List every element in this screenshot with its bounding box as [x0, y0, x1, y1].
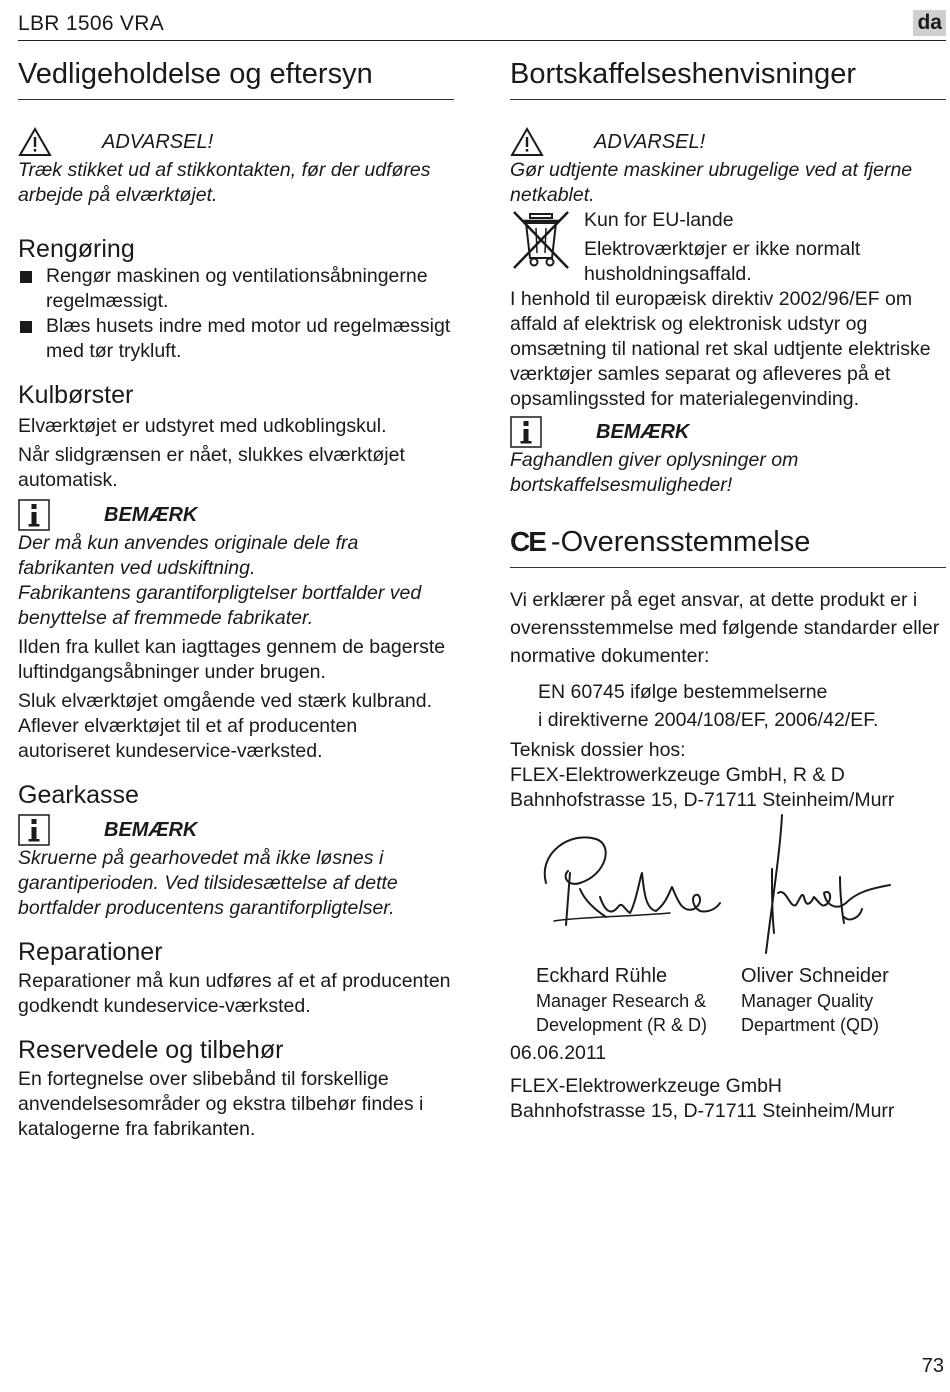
- signature-date: 06.06.2011: [510, 1042, 607, 1064]
- signer-role: Manager Research &: [536, 991, 707, 1011]
- warning-triangle-icon: [18, 127, 52, 157]
- directive-text: I henhold til europæisk direktiv 2002/96/EF om affald af elektrisk og elektronisk udstyr og omsætning til national ret skal udtjente elektriske værktøjer samles separat og afleveres på et opsamlingssted for materialegenvinding.: [510, 288, 931, 410]
- note-label: BEMÆRK: [104, 503, 198, 526]
- warning-heading: [18, 126, 454, 158]
- note-text: Der må kun anvendes originale dele fra fabrikanten ved udskiftning.: [18, 532, 359, 579]
- model-name: LBR 1506 VRA: [18, 12, 165, 35]
- signer-role: Development (R & D): [536, 1015, 708, 1035]
- signer-rühle: [536, 963, 741, 1037]
- dossier-address: Bahnhofstrasse 15, D-71711 Steinheim/Murr: [510, 789, 895, 811]
- list-item: Rengør maskinen og ventilationsåbningerne regelmæssigt.: [18, 264, 454, 314]
- note-text: Skruerne på gearhovedet må ikke løsnes i garantiperioden. Ved tilsidesættelse af dette bortfalder producentens garantiforpligtelser.: [18, 847, 398, 919]
- handwritten-signatures: [510, 813, 946, 963]
- info-icon: [510, 416, 542, 448]
- note-heading: [18, 814, 454, 846]
- note-text: Faghandlen giver oplysninger om bortskaffelsesmuligheder!: [510, 449, 799, 496]
- warning-triangle-icon: [510, 127, 544, 157]
- cleaning-title: Rengøring: [18, 235, 135, 263]
- ce-heading: [510, 524, 946, 568]
- company-name: FLEX-Elektrowerkzeuge GmbH: [510, 1075, 783, 1097]
- list-item: Blæs husets indre med motor ud regelmæssigt med tør trykluft.: [18, 314, 454, 364]
- cleaning-list: [18, 264, 454, 364]
- info-icon: [18, 499, 50, 531]
- gearbox-title: Gearkasse: [18, 781, 139, 809]
- note-label: BEMÆRK: [596, 420, 690, 443]
- eu-only-text: Kun for EU-lande: [584, 209, 734, 231]
- crossed-bin-icon: [510, 208, 572, 270]
- dossier-company: FLEX-Elektrowerkzeuge GmbH, R & D: [510, 764, 845, 786]
- spares-title: Reservedele og tilbehør: [18, 1036, 284, 1064]
- info-icon: [18, 814, 50, 846]
- brushes-paragraph: Sluk elværktøjet omgående ved stærk kulbrand. Aflever elværktøjet til et af producenten autoriseret kundeservice-værksted.: [18, 690, 433, 762]
- page-number: 73: [921, 1355, 944, 1377]
- ce-mark: CE: [510, 526, 545, 557]
- signatures: [510, 813, 946, 963]
- right-column: [510, 56, 946, 1124]
- company-address: Bahnhofstrasse 15, D-71711 Steinheim/Murr: [510, 1100, 895, 1122]
- warning-text: Træk stikket ud af stikkontakten, før der udføres arbejde på elværktøjet.: [18, 159, 431, 206]
- signer-names: [510, 963, 946, 1037]
- note-label: BEMÆRK: [104, 818, 198, 841]
- warning-label: ADVARSEL!: [102, 130, 214, 153]
- weee-block: [510, 208, 946, 287]
- standard-line: EN 60745 ifølge bestemmelserne: [538, 681, 828, 703]
- warning-heading: [510, 126, 946, 158]
- signer-role: Manager Quality: [741, 991, 874, 1011]
- brushes-paragraph: Elværktøjet er udstyret med udkoblingskul.: [18, 415, 387, 437]
- page-header: [18, 10, 946, 41]
- brushes-title: Kulbørster: [18, 381, 134, 409]
- signer-role: Department (QD): [741, 1015, 880, 1035]
- note-heading: [510, 416, 946, 448]
- warning-label: ADVARSEL!: [594, 130, 706, 153]
- dossier-label: Teknisk dossier hos:: [510, 739, 686, 761]
- maintenance-title: Vedligeholdelse og eftersyn: [18, 56, 454, 100]
- ce-declaration: Vi erklærer på eget ansvar, at dette produkt er i overensstemmelse med følgende standarder eller normative dokumenter:: [510, 589, 940, 667]
- standard-line: i direktiverne 2004/108/EF, 2006/42/EF.: [538, 709, 879, 731]
- note-text: Fabrikantens garantiforpligtelser bortfalder ved benyttelse af fremmede fabrikater.: [18, 582, 422, 629]
- signer-schneider: [741, 963, 946, 1037]
- signer-name: Eckhard Rühle: [536, 965, 668, 987]
- brushes-paragraph: Når slidgrænsen er nået, slukkes elværktøjet automatisk.: [18, 444, 405, 491]
- spares-text: En fortegnelse over slibebånd til forskellige anvendelsesområder og ekstra tilbehør findes i katalogerne fra fabrikanten.: [18, 1068, 424, 1140]
- eu-text: Elektroværktøjer er ikke normalt husholdningsaffald.: [584, 238, 861, 285]
- repairs-title: Reparationer: [18, 938, 163, 966]
- repairs-text: Reparationer må kun udføres af et af producenten godkendt kundeservice-værksted.: [18, 970, 451, 1017]
- ce-title: -Overensstemmelse: [550, 526, 811, 558]
- left-column: [18, 56, 454, 1142]
- warning-text: Gør udtjente maskiner ubrugelige ved at fjerne netkablet.: [510, 159, 913, 206]
- disposal-title: Bortskaffelseshenvisninger: [510, 56, 946, 100]
- brushes-paragraph: Ilden fra kullet kan iagttages gennem de bagerste luftindgangsåbninger under brugen.: [18, 636, 446, 683]
- language-badge: da: [913, 10, 946, 36]
- signer-name: Oliver Schneider: [741, 965, 889, 987]
- note-heading: [18, 499, 454, 531]
